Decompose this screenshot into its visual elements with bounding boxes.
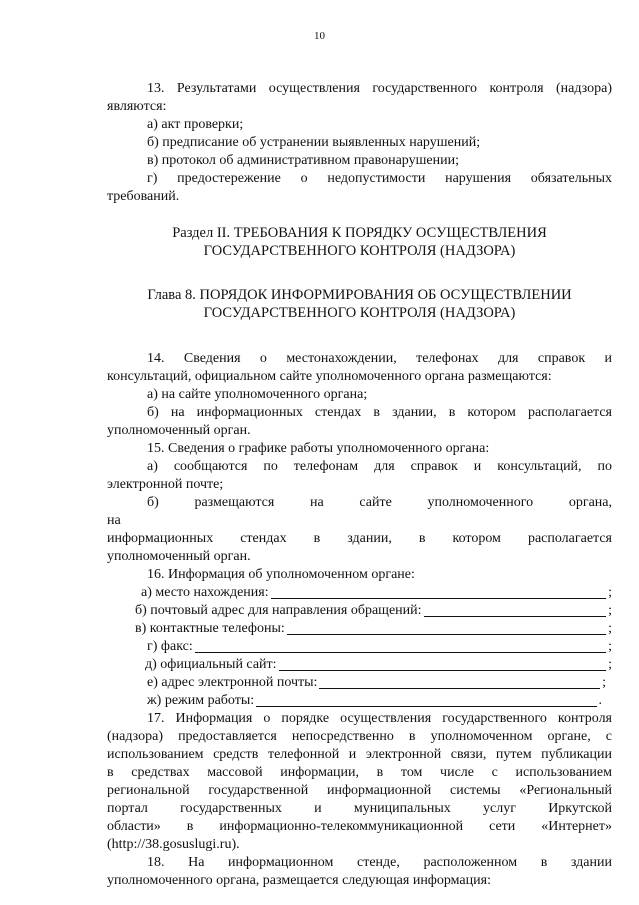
section-heading (107, 224, 612, 260)
field-website-label: д) официальный сайт: (145, 657, 277, 672)
item-15-a: а) сообщаются по телефонам для справок и консультаций, по (147, 459, 612, 474)
field-website (107, 656, 612, 674)
field-phones-end: ; (608, 621, 612, 636)
field-postal-address-label: б) почтовый адрес для направления обращений: (135, 603, 422, 618)
field-phones-blank (287, 621, 606, 635)
field-fax-blank (195, 639, 606, 653)
item-17-line-5: региональной государственной информационной системы «Региональный (107, 783, 612, 798)
item-14-b-cont: уполномоченный орган. (107, 423, 251, 438)
item-14-intro: 14. Сведения о местонахождении, телефонах для справок и (147, 351, 612, 366)
item-16-intro: 16. Информация об уполномоченном органе: (147, 567, 415, 582)
item-17-line-7: области» в информационно-телекоммуникационной сети «Интернет» (107, 819, 612, 834)
item-17-line-6: портал государственных и муниципальных услуг Иркутской (107, 801, 612, 816)
field-location-blank (271, 585, 607, 599)
chapter-heading (107, 286, 612, 322)
field-website-end: ; (608, 657, 612, 672)
field-postal-address (107, 602, 612, 620)
item-18-line-1: 18. На информационном стенде, расположенном в здании (147, 855, 612, 870)
item-13-intro: 13. Результатами осуществления государственного контроля (надзора) (147, 81, 612, 96)
field-postal-address-blank (424, 603, 607, 617)
field-location-end: ; (608, 585, 612, 600)
field-postal-address-end: ; (608, 603, 612, 618)
item-15-b-cont-2: уполномоченный орган. (107, 549, 251, 564)
field-email (107, 674, 612, 692)
field-email-end: ; (602, 675, 606, 690)
field-working-hours-label: ж) режим работы: (147, 693, 255, 708)
item-15-b: б) размещаются на сайте уполномоченного органа, на (107, 495, 612, 528)
field-email-label: е) адрес электронной почты: (147, 675, 318, 690)
field-working-hours-blank (256, 693, 596, 707)
item-17-line-8: (http://38.gosuslugi.ru). (107, 837, 240, 852)
item-13-list-b: б) предписание об устранении выявленных нарушений; (147, 135, 481, 150)
item-15-a-cont: электронной почте; (107, 477, 224, 492)
field-fax-end: ; (608, 639, 612, 654)
item-18-line-2: уполномоченного органа, размещается следующая информация: (107, 873, 491, 888)
field-working-hours-end: . (598, 693, 602, 708)
item-17-line-3: использованием средств телефонной и электронной связи, путем публикации (107, 747, 612, 762)
item-14-b: б) на информационных стендах в здании, в котором располагается (147, 405, 612, 420)
field-fax-label: г) факс: (147, 639, 193, 654)
item-17-line-4: в средствах массовой информации, в том числе с использованием (107, 765, 612, 780)
page-number: 10 (314, 30, 325, 42)
item-15-intro: 15. Сведения о графике работы уполномоченного органа: (147, 441, 490, 456)
field-email-blank (319, 675, 600, 689)
field-phones (107, 620, 612, 638)
item-17-line-1: 17. Информация о порядке осуществления государственного контроля (147, 711, 612, 726)
field-fax (107, 638, 612, 656)
field-working-hours (107, 692, 612, 710)
item-17-line-2: (надзора) предоставляется непосредственно в уполномоченном органе, с (107, 729, 612, 744)
document-body (107, 80, 612, 890)
field-phones-label: в) контактные телефоны: (135, 621, 285, 636)
field-location-label: а) место нахождения: (141, 585, 269, 600)
field-website-blank (279, 657, 607, 671)
item-13-list-c: в) протокол об административном правонарушении; (147, 153, 459, 168)
item-14-intro-cont: консультаций, официальном сайте уполномоченного органа размещаются: (107, 369, 552, 384)
item-13-intro-cont: являются: (107, 99, 167, 114)
item-13-list-d-cont: требований. (107, 189, 180, 204)
chapter-heading-line-2: ГОСУДАРСТВЕННОГО КОНТРОЛЯ (НАДЗОРА) (203, 305, 516, 321)
item-15-b-cont: информационных стендах в здании, в котором располагается (107, 531, 612, 546)
field-location (107, 584, 612, 602)
section-heading-line-1: Раздел II. ТРЕБОВАНИЯ К ПОРЯДКУ ОСУЩЕСТВЛЕНИЯ (172, 225, 547, 241)
item-13-list-d: г) предостережение о недопустимости нарушения обязательных (147, 171, 612, 186)
chapter-heading-line-1: Глава 8. ПОРЯДОК ИНФОРМИРОВАНИЯ ОБ ОСУЩЕСТВЛЕНИИ (147, 287, 572, 303)
section-heading-line-2: ГОСУДАРСТВЕННОГО КОНТРОЛЯ (НАДЗОРА) (203, 243, 516, 259)
item-13-list-a: а) акт проверки; (147, 117, 244, 132)
item-14-a: а) на сайте уполномоченного органа; (147, 387, 368, 402)
